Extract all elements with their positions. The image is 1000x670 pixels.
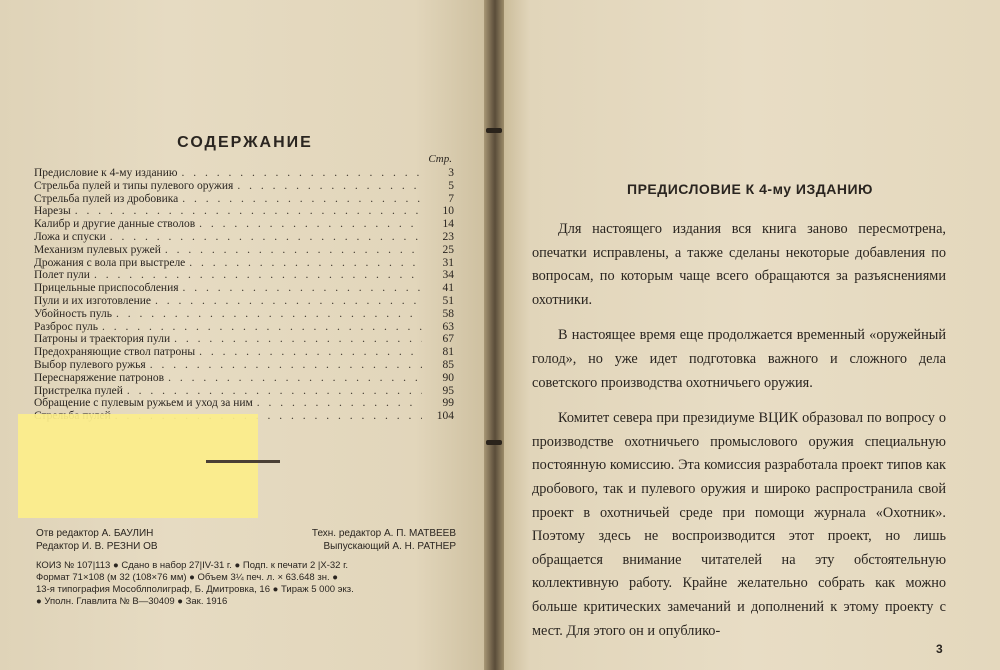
contents-entry-page: 51 [442,294,454,307]
preface-title: ПРЕДИСЛОВИЕ К 4-му ИЗДАНИЮ [627,181,873,197]
dot-leader [102,321,422,334]
preface-text [532,218,946,655]
contents-entry-page: 31 [442,256,454,269]
contents-entry-page: 99 [442,397,454,410]
dot-leader [174,333,422,346]
contents-entry [34,218,454,231]
contents-entry-page: 90 [442,371,454,384]
contents-entry [34,167,454,180]
contents-entry [34,282,454,295]
tech-editor: Техн. редактор А. П. МАТВЕЕВ [311,528,456,539]
contents-entry-page: 25 [442,243,454,256]
contents-entry-title: Стрельба пулей и типы пулевого оружия [34,179,234,192]
contents-entry [34,372,454,385]
contents-entry-page: 95 [442,384,454,397]
contents-entry-page: 34 [442,269,454,282]
dot-leader [155,295,422,308]
contents-entry-page: 104 [436,410,454,423]
contents-entry [34,397,454,410]
contents-entry-page: 81 [442,346,454,359]
book-gutter [484,0,504,670]
contents-entry-title: Стрельба пулей из дробовика [34,192,179,205]
page-number: 3 [936,642,943,656]
dot-leader [237,180,422,193]
contents-entry-page: 85 [442,358,454,371]
imprint-line: 13-я типография Мособлполиграф, Б. Дмитровка, 16 ● Тираж 5 000 экз. [36,584,354,595]
contents-entry-page: 7 [448,192,454,205]
ink-mark [206,460,280,463]
contents-entry-page: 58 [442,307,454,320]
contents-entry [34,385,454,398]
contents-entry-title: Предисловие к 4-му изданию [34,167,178,179]
dot-leader [127,385,422,398]
responsible-editor: Отв редактор А. БАУЛИН [36,528,154,539]
contents-entry-title: Механизм пулевых ружей [34,243,161,256]
dot-leader [189,257,422,270]
contents-entry [34,295,454,308]
contents-entry-page: 41 [442,282,454,295]
dot-leader [199,346,422,359]
contents-entry-page: 14 [442,218,454,231]
dot-leader [181,167,422,180]
contents-entry [34,359,454,372]
preface-paragraph: В настоящее время еще продолжается временный «оружейный голод», но уже идет подготовка важного и сложного дела советского производства охотничьего оружия. [532,327,946,391]
editor: Редактор И. В. РЕЗНИ ОВ [36,541,158,552]
contents-entry-page: 67 [442,333,454,346]
contents-entry [34,193,454,206]
contents-entry-page: 5 [448,179,454,192]
contents-entry [34,308,454,321]
contents-entry [34,205,454,218]
table-of-contents [34,167,454,423]
dot-leader [257,397,422,410]
imprint-line: ● Уполн. Главлита № В—30409 ● Зак. 1916 [36,596,228,607]
staple [486,440,502,445]
contents-entry [34,321,454,334]
contents-entry-title: Прицельные приспособления [34,282,179,295]
contents-entry [34,333,454,346]
dot-leader [150,359,422,372]
dot-leader [182,193,422,206]
contents-entry-title: Нарезы [34,205,71,218]
contents-entry-page: 23 [442,230,454,243]
contents-entry [34,231,454,244]
dot-leader [183,282,422,295]
contents-entry-title: Убойность пуль [34,307,112,320]
contents-entry-title: Ложа и спуски [34,230,106,243]
contents-entry [34,257,454,270]
imprint-line: Формат 71×108 (м 32 (108×76 мм) ● Объем 3¼ печ. л. × 63.648 зн. ● [36,572,338,583]
preface-paragraph: Комитет севера при президиуме ВЦИК образовал по вопросу о производстве охотничьего промыслового оружия специальную постоянную комиссию. Эта комиссия разработала проект типов как дробового, так и пулевого оружия и широко распространила свой проект в охотничьей среде при помощи журнала «Охотник». Поэтому здесь не воспроизводится этот проект, но лишь обращается внимание читателей на эту обстоятельную коллективную работу. Крайне желательно собрать как можно больше критических замечаний и дополнений к этому проекту с мест. Для этого он и опублико- [532,410,946,639]
contents-entry-title: Пристрелка пулей [34,384,123,397]
contents-entry [34,269,454,282]
dot-leader [165,244,422,257]
contents-entry-page: 63 [442,320,454,333]
contents-entry [34,180,454,193]
preface-paragraph: Для настоящего издания вся книга заново пересмотрена, опечатки исправлены, а также сделаны некоторые добавления по вопросам, по которым чаще всего обращаются за разъяснениями охотники. [532,221,946,308]
dot-leader [168,372,422,385]
dot-leader [75,205,422,218]
contents-entry [34,244,454,257]
contents-entry-title: Дрожания с вола при выстреле [34,256,186,269]
contents-entry-page: 3 [448,167,454,179]
contents-entry-title: Выбор пулевого ружья [34,358,146,371]
contents-entry [34,346,454,359]
contents-entry-title: Пули и их изготовление [34,294,152,307]
dot-leader [199,218,422,231]
dot-leader [94,269,422,282]
contents-entry-title: Разброс пуль [34,320,99,333]
contents-entry-page: 10 [442,205,454,218]
contents-title: СОДЕРЖАНИЕ [177,134,313,151]
yellow-sticker [18,414,258,518]
contents-entry-title: Патроны и траектория пули [34,333,171,346]
contents-entry-title: Обращение с пулевым ружьем и уход за ним [34,397,253,410]
imprint-block [36,560,466,608]
imprint-line: КОИЗ № 107|113 ● Сдано в набор 27|IV-31 г. ● Подп. к печати 2 |X-32 г. [36,560,349,571]
dot-leader [110,231,422,244]
contents-entry-title: Переснаряжение патронов [34,371,165,384]
contents-entry-title: Калибр и другие данные стволов [34,218,196,231]
contents-entry-title: Предохраняющие ствол патроны [34,346,196,359]
page-column-label: Стр. [428,153,452,165]
dot-leader [116,308,422,321]
release-manager: Выпускающий А. Н. РАТНЕР [323,541,456,552]
staple [486,128,502,133]
credits-block [36,527,456,553]
contents-entry-title: Полет пули [34,269,90,282]
